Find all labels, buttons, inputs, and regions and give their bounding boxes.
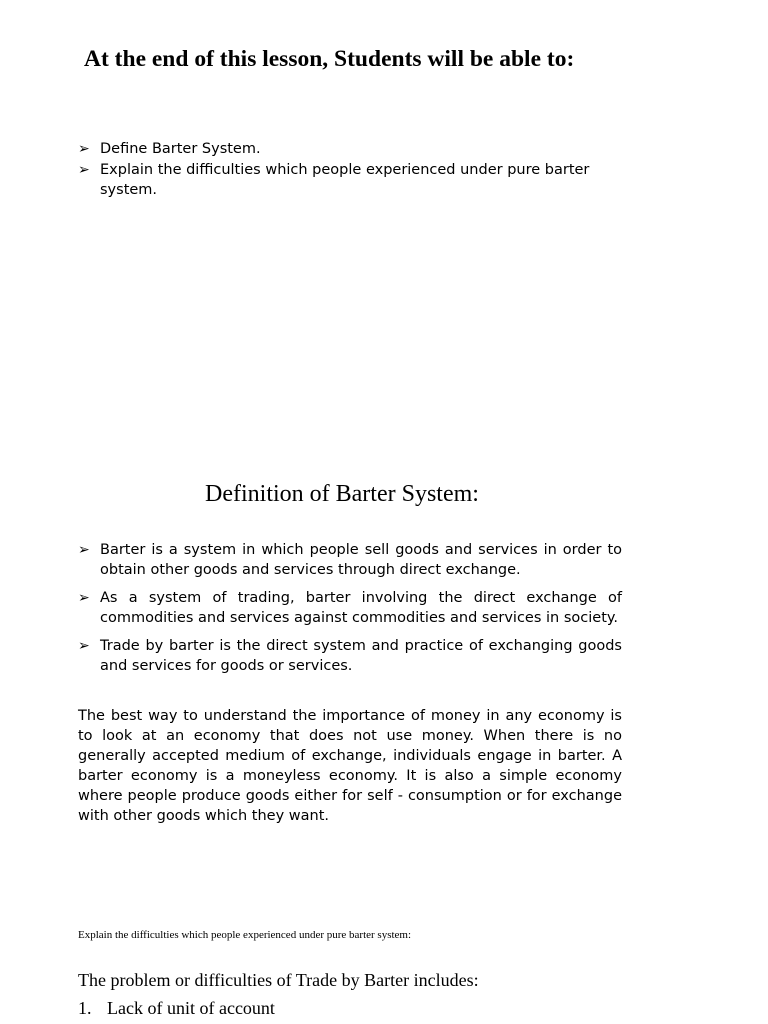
definition-text: Barter is a system in which people sell goods and services in order to obtain other goods and services through direct exchange. xyxy=(100,542,622,578)
objectives-list xyxy=(78,139,622,201)
arrow-bullet-icon: ➢ xyxy=(78,141,90,157)
definition-item xyxy=(78,588,622,628)
definition-list xyxy=(78,540,622,684)
definition-text: Trade by barter is the direct system and practice of exchanging goods and services for goods or services. xyxy=(100,638,622,674)
problems-heading: The problem or difficulties of Trade by Barter includes: xyxy=(78,970,479,990)
arrow-bullet-icon: ➢ xyxy=(78,638,90,654)
objective-text: Define Barter System. xyxy=(100,141,261,157)
arrow-bullet-icon: ➢ xyxy=(78,162,90,178)
objective-item xyxy=(78,160,622,200)
objective-item xyxy=(78,139,622,159)
definition-item xyxy=(78,636,622,676)
objectives-heading: At the end of this lesson, Students will be able to: xyxy=(84,46,575,72)
objective-text: Explain the difficulties which people experienced under pure barter system. xyxy=(100,162,590,198)
problems-list xyxy=(78,997,275,1019)
arrow-bullet-icon: ➢ xyxy=(78,542,90,558)
problem-text: Lack of unit of account xyxy=(107,998,275,1018)
difficulties-note: Explain the difficulties which people experienced under pure barter system: xyxy=(78,929,412,941)
definition-text: As a system of trading, barter involving the direct exchange of commodities and services against commodities and services in society. xyxy=(100,590,622,626)
economy-paragraph: The best way to understand the importance of money in any economy is to look at an economy that does not use money. When there is no generally accepted medium of exchange, individuals engage in barter. A barter economy is a moneyless economy. It is also a simple economy where people produce goods either for self - consumption or for exchange with other goods which they want. xyxy=(78,708,622,824)
problem-number: 1. xyxy=(78,998,92,1018)
definition-item xyxy=(78,540,622,580)
definition-heading: Definition of Barter System: xyxy=(205,481,479,507)
arrow-bullet-icon: ➢ xyxy=(78,590,90,606)
problem-item xyxy=(78,997,275,1019)
